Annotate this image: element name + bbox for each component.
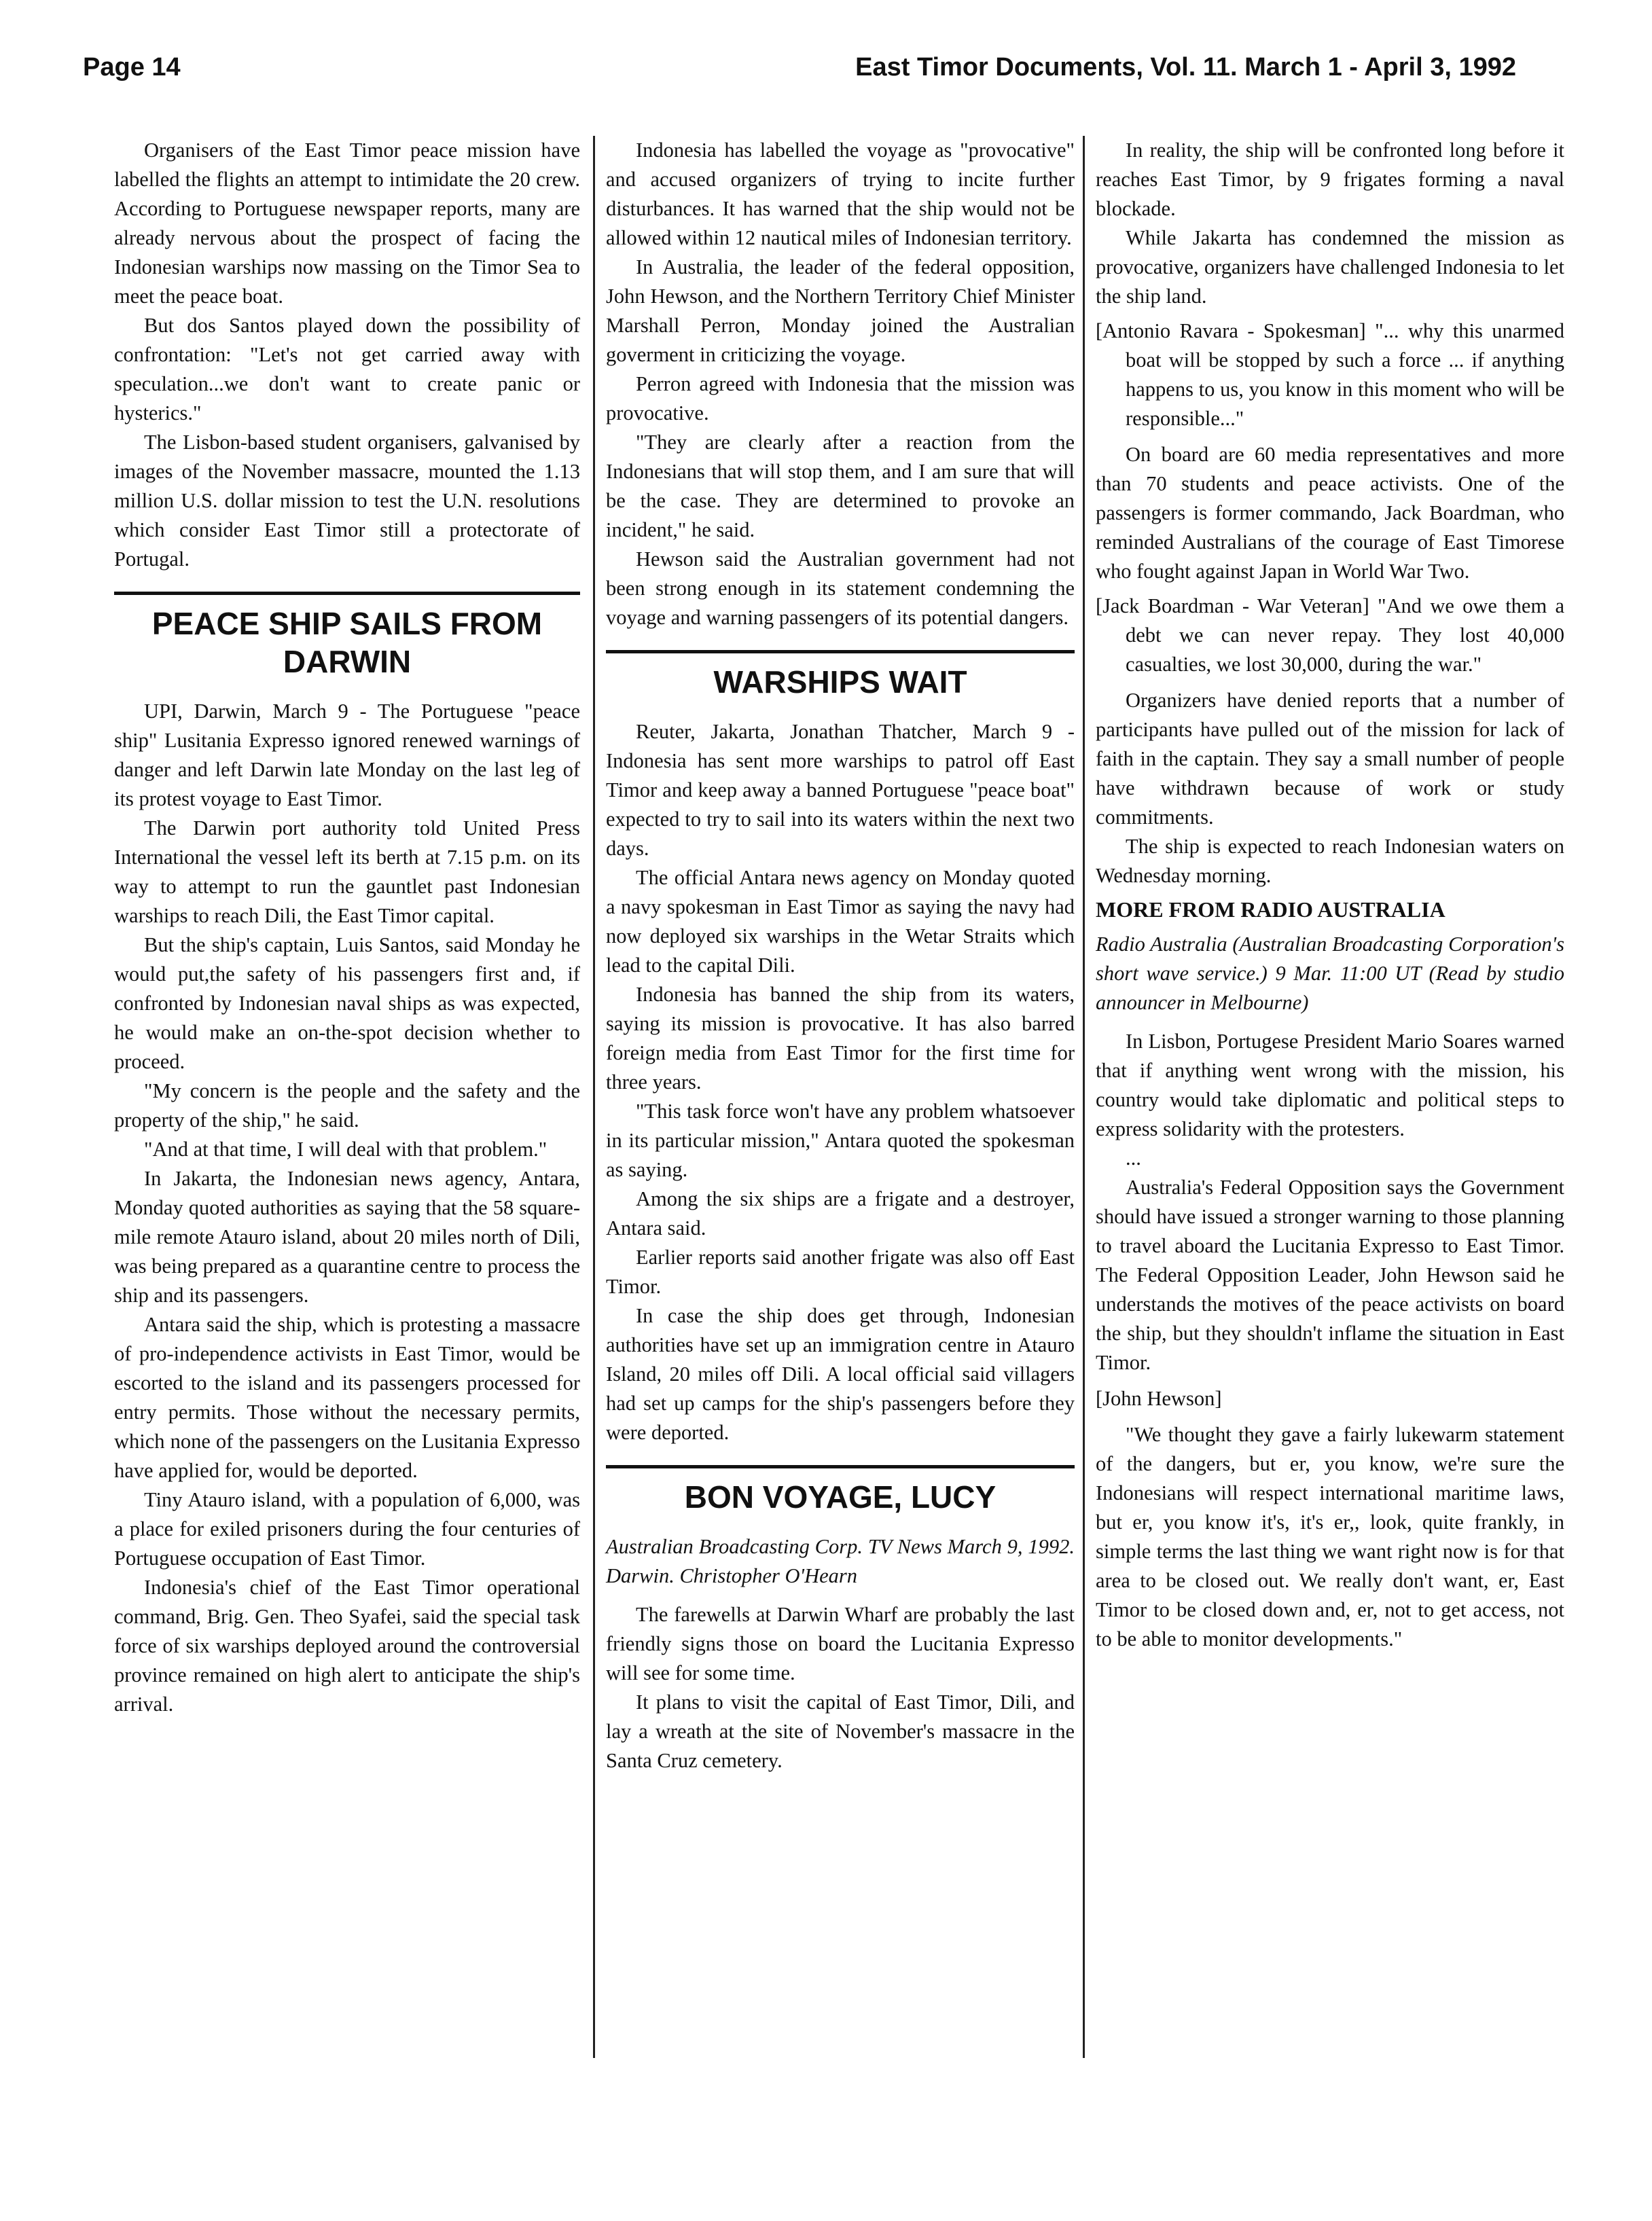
section-rule	[606, 1465, 1075, 1468]
paragraph: Organizers have denied reports that a number of participants have pulled out of the mission for lack of faith in the captain. They say a small number of people have withdrawn because of work or study commitments.	[1096, 689, 1564, 829]
paragraph: Reuter, Jakarta, Jonathan Thatcher, March 9 - Indonesia has sent more warships to patrol off East Timor and keep away a banned Portuguese "peace boat" expected to try to sail into its waters within the next two days.	[606, 720, 1075, 860]
paragraph: Australia's Federal Opposition says the Government should have issued a stronger warning to those planning to travel aboard the Lucitania Expresso to East Timor. The Federal Opposition Leader, John Hewson said he understands the motives of the peace activists on board the ship, but they shouldn't inflame the situation in East Timor.	[1096, 1176, 1564, 1374]
paragraph: Hewson said the Australian government had not been strong enough in its statement condemning the voyage and warning passengers of its potential dangers.	[606, 547, 1075, 629]
paragraph: Perron agreed with Indonesia that the mission was provocative.	[606, 372, 1075, 425]
paragraph: The ship is expected to reach Indonesian waters on Wednesday morning.	[1096, 835, 1564, 887]
paragraph: Organisers of the East Timor peace mission have labelled the flights an attempt to intimidate the 20 crew. According to Portuguese newspaper reports, many are already nervous about the prospect of facing the Indonesian warships now massing on the Timor Sea to meet the peace boat.	[114, 139, 580, 308]
section-rule	[606, 650, 1075, 653]
ellipsis: ...	[1126, 1146, 1141, 1170]
article-source: Australian Broadcasting Corp. TV News March 9, 1992. Darwin. Christopher O'Hearn	[606, 1535, 1075, 1587]
paragraph: The Darwin port authority told United Press International the vessel left its berth at 7.15 p.m. on its way to attempt to run the gauntlet past Indonesian warships to reach Dili, the East Timor capital.	[114, 816, 580, 927]
paragraph: "My concern is the people and the safety and the property of the ship," he said.	[114, 1079, 580, 1132]
paragraph: Tiny Atauro island, with a population of 6,000, was a place for exiled prisoners during the four centuries of Portuguese occupation of East Timor.	[114, 1488, 580, 1570]
paragraph: In reality, the ship will be confronted long before it reaches East Timor, by 9 frigates forming a naval blockade.	[1096, 139, 1564, 220]
paragraph: The official Antara news agency on Monday quoted a navy spokesman in East Timor as saying the navy had now deployed six warships in the Wetar Straits which lead to the capital Dili.	[606, 866, 1075, 977]
paragraph: "This task force won't have any problem whatsoever in its particular mission," Antara quoted the spokesman as saying.	[606, 1100, 1075, 1181]
speaker-label: [John Hewson]	[1096, 1387, 1222, 1410]
paragraph: Antara said the ship, which is protesting a massacre of pro-independence activists in East Timor, would be escorted to the island and its passengers processed for entry permits. Those without the necessary permits, which none of the passengers on the Lusitania Expresso have applied for, would be deported.	[114, 1313, 580, 1482]
section-heading: MORE FROM RADIO AUSTRALIA	[1096, 897, 1446, 922]
column-divider	[1083, 136, 1085, 2058]
column-divider	[593, 136, 595, 2058]
paragraph: In Lisbon, Portugese President Mario Soares warned that if anything went wrong with the mission, his country would take diplomatic and political steps to express solidarity with the protesters.	[1096, 1030, 1564, 1140]
quote-paragraph: [Jack Boardman - War Veteran] "And we owe them a debt we can never repay. They lost 40,000 casualties, we lost 30,000, during the war."	[1096, 594, 1564, 676]
article-source: Radio Australia (Australian Broadcasting Corporation's short wave service.) 9 Mar. 11:00 UT (Read by studio announcer in Melbourne)	[1096, 933, 1564, 1014]
paragraph: The Lisbon-based student organisers, galvanised by images of the November massacre, mounted the 1.13 million U.S. dollar mission to test the U.N. resolutions which consider East Timor still a protectorate of Portugal.	[114, 431, 580, 571]
article-headline: BON VOYAGE, LUCY	[684, 1479, 996, 1515]
article-headline: WARSHIPS WAIT	[713, 664, 967, 700]
paragraph: "We thought they gave a fairly lukewarm statement of the dangers, but er, you know, we're sure the Indonesians will respect international maritime laws, but er, you know it's, it's er,, look, quite frankly, in simple terms the last thing we want right now is for that area to be closed out. We really don't want, er, East Timor to be closed down and, er, not to get access, not to be able to monitor developments."	[1096, 1423, 1564, 1650]
column-2	[606, 136, 1075, 1775]
paragraph: Indonesia has banned the ship from its waters, saying its mission is provocative. It has also barred foreign media from East Timor for the first time for three years.	[606, 983, 1075, 1094]
paragraph: Indonesia's chief of the East Timor operational command, Brig. Gen. Theo Syafei, said the special task force of six warships deployed around the controversial province remained on high alert to anticipate the ship's arrival.	[114, 1576, 580, 1716]
paragraph: Indonesia has labelled the voyage as "provocative" and accused organizers of trying to incite further disturbances. It has warned that the ship would not be allowed within 12 nautical miles of Indonesian territory.	[606, 139, 1075, 249]
page-number: Page 14	[83, 53, 181, 82]
paragraph: In Australia, the leader of the federal opposition, John Hewson, and the Northern Territory Chief Minister Marshall Perron, Monday joined the Australian goverment in criticizing the voyage.	[606, 255, 1075, 366]
column-1	[114, 136, 580, 1719]
paragraph: The farewells at Darwin Wharf are probably the last friendly signs those on board the Lucitania Expresso will see for some time.	[606, 1603, 1075, 1684]
publication-title: East Timor Documents, Vol. 11. March 1 - April 3, 1992	[855, 53, 1516, 82]
paragraph: Earlier reports said another frigate was also off East Timor.	[606, 1246, 1075, 1298]
paragraph: It plans to visit the capital of East Timor, Dili, and lay a wreath at the site of November's massacre in the Santa Cruz cemetery.	[606, 1691, 1075, 1772]
paragraph: "And at that time, I will deal with that problem."	[144, 1138, 547, 1161]
quote-paragraph: [Antonio Ravara - Spokesman] "... why this unarmed boat will be stopped by such a force ... if anything happens to us, you know in this moment who will be responsible..."	[1096, 319, 1564, 430]
paragraph: But dos Santos played down the possibility of confrontation: "Let's not get carried away with speculation...we don't want to create panic or hysterics."	[114, 314, 580, 425]
paragraph: While Jakarta has condemned the mission as provocative, organizers have challenged Indonesia to let the ship land.	[1096, 226, 1564, 308]
page-header	[83, 53, 1516, 94]
paragraph: In case the ship does get through, Indonesian authorities have set up an immigration centre in Atauro Island, 20 miles off Dili. A local official said villagers had set up camps for the ship's passengers before they were deported.	[606, 1304, 1075, 1444]
paragraph: UPI, Darwin, March 9 - The Portuguese "peace ship" Lusitania Expresso ignored renewed warnings of danger and left Darwin late Monday on the last leg of its protest voyage to East Timor.	[114, 700, 580, 810]
paragraph: But the ship's captain, Luis Santos, said Monday he would put,the safety of his passengers first and, if confronted by Indonesian naval ships as was expected, he would make an on-the-spot decision whether to proceed.	[114, 933, 580, 1073]
paragraph: Among the six ships are a frigate and a destroyer, Antara said.	[606, 1187, 1075, 1240]
column-3	[1096, 136, 1564, 1654]
paragraph: On board are 60 media representatives and more than 70 students and peace activists. One of the passengers is former commando, Jack Boardman, who reminded Australians of the courage of East Timorese who fought against Japan in World War Two.	[1096, 443, 1564, 583]
article-headline: PEACE SHIP SAILS FROM DARWIN	[151, 606, 543, 679]
paragraph: In Jakarta, the Indonesian news agency, Antara, Monday quoted authorities as saying that the 58 square-mile remote Atauro island, about 20 miles north of Dili, was being prepared as a quarantine centre to process the ship and its passengers.	[114, 1167, 580, 1307]
paragraph: "They are clearly after a reaction from the Indonesians that will stop them, and I am sure that will be the case. They are determined to provoke an incident," he said.	[606, 431, 1075, 541]
section-rule	[114, 592, 580, 595]
